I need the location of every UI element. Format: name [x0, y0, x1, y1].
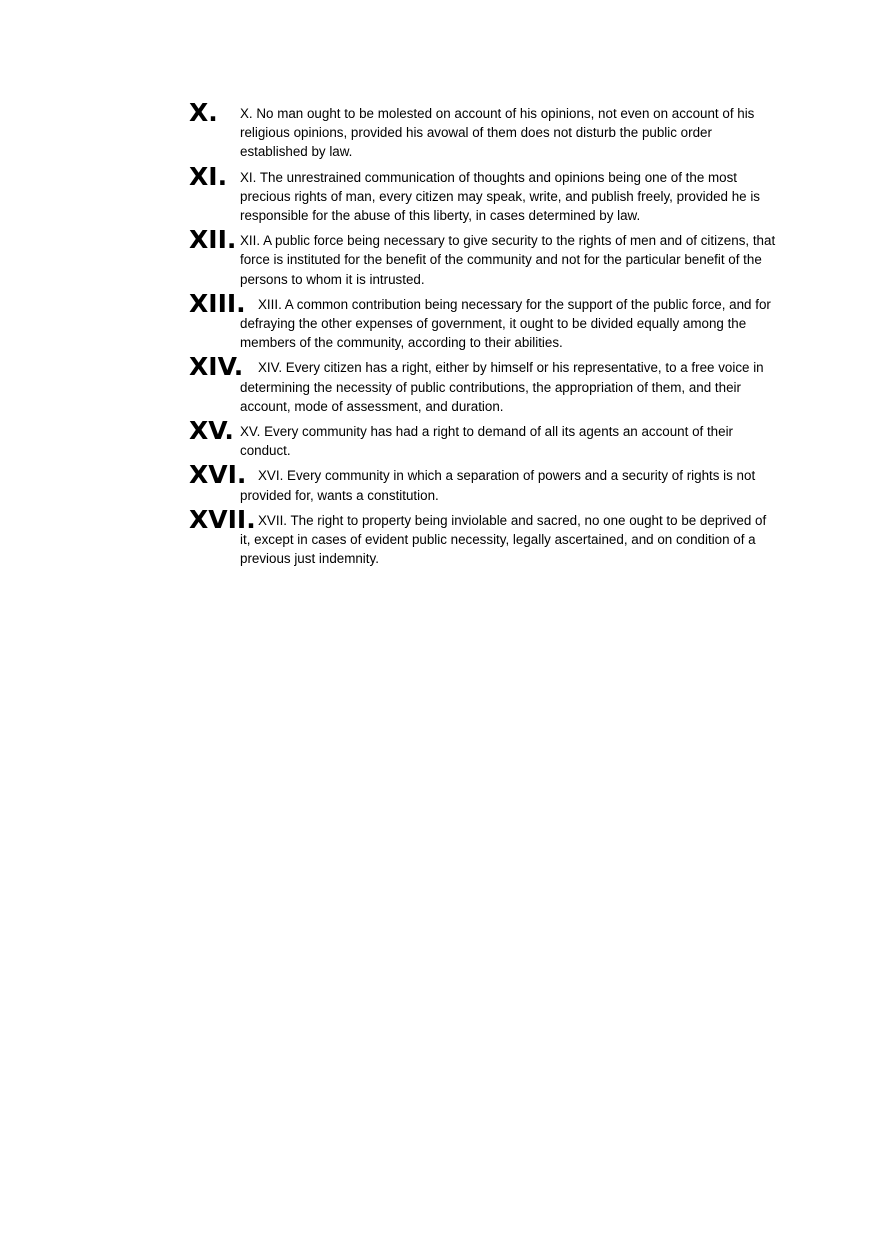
article-numeral: XVI.: [189, 460, 247, 490]
article-xiv: [189, 352, 779, 416]
article-text: XII. A public force being necessary to give security to the rights of men and of citizens, that force is instituted for the benefit of the community and not for the particular benefit of the persons to whom it is intrusted.: [240, 233, 776, 287]
article-xii: [189, 225, 779, 289]
article-text: XIV. Every citizen has a right, either by himself or his representative, to a free voice in determining the necessity of public contributions, the appropriation of them, and their account, mode of assessment, and duration.: [240, 360, 764, 414]
article-text: XVI. Every community in which a separation of powers and a security of rights is not provided for, wants a constitution.: [240, 468, 756, 503]
article-xiii: [189, 288, 779, 353]
article-text: X. No man ought to be molested on account of his opinions, not even on account of his religious opinions, provided his avowal of them does not disturb the public order established by law.: [240, 106, 755, 160]
article-xi: [189, 161, 779, 226]
article-numeral: X.: [189, 98, 218, 127]
article-xv: [189, 416, 779, 460]
article-numeral: XV.: [189, 416, 234, 446]
article-numeral: XIII.: [189, 288, 246, 318]
article-xvi: [189, 460, 779, 504]
article-text: XVII. The right to property being inviolable and sacred, no one ought to be deprived of it, except in cases of evident public necessity, legally ascertained, and on condition of a previous just indemnity.: [240, 512, 767, 567]
article-text: XI. The unrestrained communication of thoughts and opinions being one of the most precious rights of man, every citizen may speak, write, and publish freely, provided he is responsible for the abuse of this liberty, in cases determined by law.: [240, 169, 760, 224]
article-x: [189, 98, 779, 162]
article-xvii: [189, 504, 779, 569]
article-text: XIII. A common contribution being necessary for the support of the public force, and for defraying the other expenses of government, it ought to be divided equally among the members of the community, according to their abilities.: [240, 296, 771, 351]
article-numeral: XII.: [189, 225, 237, 255]
article-numeral: XIV.: [189, 352, 244, 382]
article-numeral: XVII.: [189, 504, 256, 534]
article-text: XV. Every community has had a right to demand of all its agents an account of their conduct.: [240, 424, 734, 459]
article-list: [189, 98, 779, 574]
article-numeral: XI.: [189, 161, 228, 191]
